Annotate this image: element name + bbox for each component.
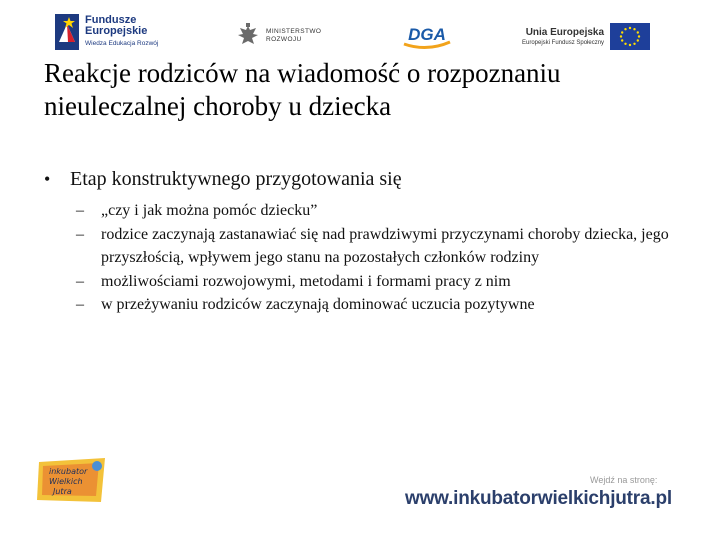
sub-bullet-marker: – xyxy=(76,296,84,313)
website-link[interactable]: www.inkubatorwielkichjutra.pl xyxy=(405,488,672,509)
fundusze-logo-line1: Fundusze xyxy=(85,14,137,26)
sub-bullet-marker: – xyxy=(76,225,84,243)
fundusze-europejskie-emblem-icon xyxy=(55,14,79,50)
eu-flag-icon xyxy=(610,23,650,50)
sub-bullet-item xyxy=(76,199,684,223)
dga-logo-text: DGA xyxy=(408,25,446,44)
fundusze-europejskie-logo xyxy=(55,14,158,50)
ministry-logo-line2: ROZWOJU xyxy=(266,36,302,43)
ministry-logo-line1: MINISTERSTWO xyxy=(266,28,322,35)
eu-logo-line1: Unia Europejska xyxy=(525,26,605,38)
dga-logo xyxy=(402,22,452,50)
footer-hint: Wejdź na stronę: xyxy=(590,475,658,485)
sub-bullet-item xyxy=(76,270,684,294)
sub-bullet-text: możliwościami rozwojowymi, metodami i formami pracy z nim xyxy=(101,272,511,290)
inkubator-logo-line3: Jutra xyxy=(53,487,72,496)
sub-bullet-marker: – xyxy=(76,272,84,290)
ministry-logo xyxy=(236,23,321,49)
eu-logo xyxy=(522,23,650,50)
sub-bullet-text: rodzice zaczynają zastanawiać się nad prawdziwymi przyczynami choroby dziecka, jego przyszłością, wpływem jego stanu na pozostałych członków rodziny xyxy=(101,225,669,266)
sub-bullet-item xyxy=(76,293,684,317)
slide-content xyxy=(44,165,684,317)
sub-bullet-marker: – xyxy=(76,202,84,219)
sub-bullet-list xyxy=(44,199,684,317)
inkubator-wielkich-jutra-logo xyxy=(35,456,109,506)
inkubator-logo-line1: inkubator xyxy=(49,467,88,476)
inkubator-logo-line2: Wielkich xyxy=(49,477,83,486)
sub-bullet-item xyxy=(76,223,684,270)
eagle-emblem-icon xyxy=(236,23,260,49)
fundusze-logo-line2: Europejskie xyxy=(85,25,148,37)
sub-bullet-text: w przeżywaniu rodziców zaczynają dominować uczucia pozytywne xyxy=(101,296,535,313)
bullet-item xyxy=(44,165,684,193)
fundusze-logo-line3: Wiedza Edukacja Rozwój xyxy=(85,40,159,47)
slide-title: Reakcje rodziców na wiadomość o rozpoznaniu nieuleczalnej choroby u dziecka xyxy=(44,58,561,121)
sub-bullet-text: „czy i jak można pomóc dziecku” xyxy=(101,202,318,219)
eu-logo-line2: Europejski Fundusz Społeczny xyxy=(522,39,605,46)
bullet-marker: • xyxy=(44,169,51,189)
bullet-text: Etap konstruktywnego przygotowania się xyxy=(70,168,402,190)
logo-strip xyxy=(0,0,720,60)
